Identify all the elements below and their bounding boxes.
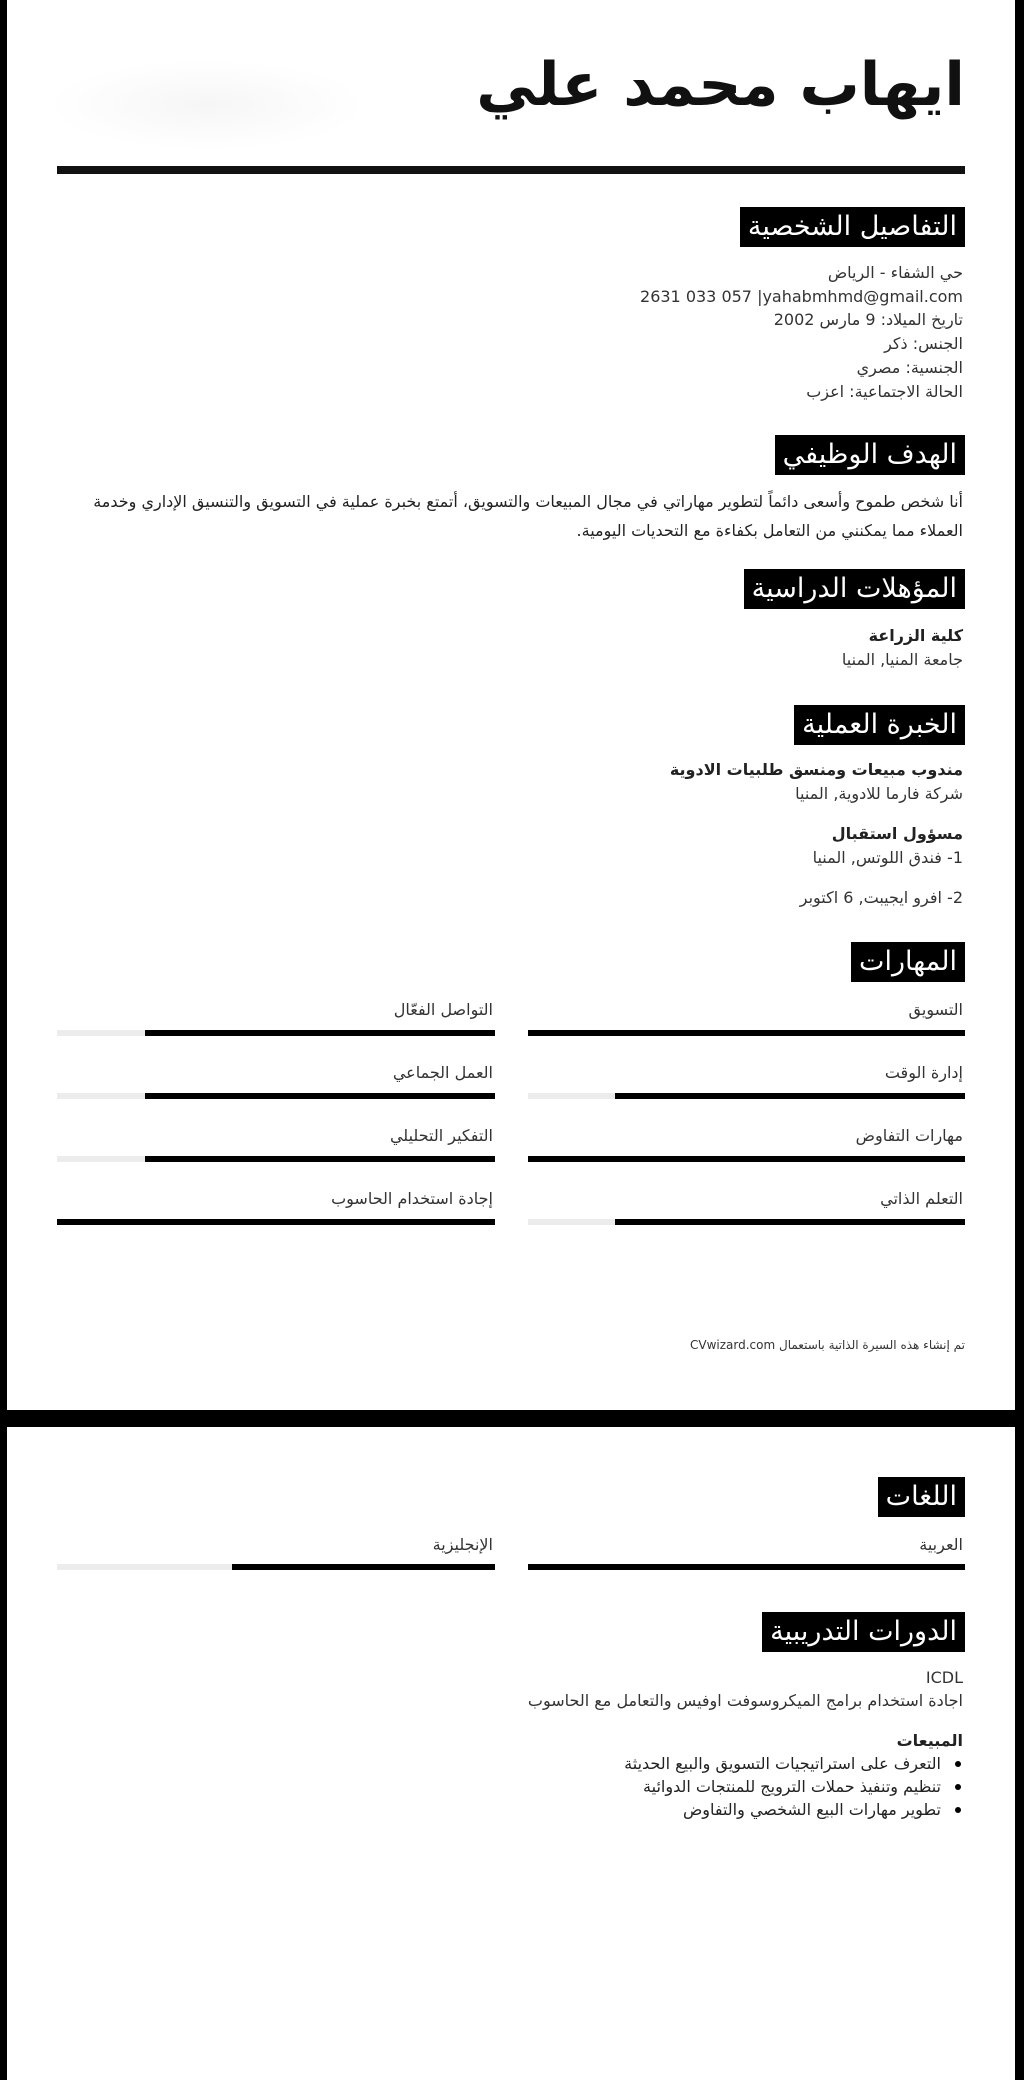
skill-label: إجادة استخدام الحاسوب [331,1189,493,1208]
course-sales-list [624,1752,963,1821]
skill-label: إدارة الوقت [884,1063,963,1082]
skill-bar [528,1030,965,1036]
course-sales-title: المبيعات [896,1731,963,1750]
resume-page-1 [7,0,1015,1410]
gender-text: الجنس: ذكر [884,334,963,353]
contact-text: 2631 033 057 |yahabmhmd@gmail.com [640,287,963,306]
language-label: العربية [919,1535,963,1554]
generator-note: تم إنشاء هذه السيرة الذاتية باستعمال CVwizard.com [690,1338,965,1352]
education-university: جامعة المنيا, المنيا [841,650,963,669]
job1-title: مندوب مبيعات ومنسق طلبيات الادوية [669,760,963,779]
language-label: الإنجليزية [432,1535,493,1554]
language-bar [57,1564,495,1570]
faded-photo-area [47,60,367,150]
skill-bar [528,1219,965,1225]
course-sales-item: التعرف على استراتيجيات التسويق والبيع الحديثة [624,1754,941,1773]
course-sales-item: تنظيم وتنفيذ حملات الترويج للمنتجات الدوائية [624,1775,941,1798]
language-bar-fill [528,1564,965,1570]
section-title-education: المؤهلات الدراسية [744,569,965,609]
skill-bar [57,1030,495,1036]
birth-date-text: تاريخ الميلاد: 9 مارس 2002 [773,310,963,329]
skill-bar-fill [528,1156,965,1162]
skill-label: التفكير التحليلي [389,1126,493,1145]
skill-label: التعلم الذاتي [880,1189,963,1208]
education-faculty: كلية الزراعة [868,626,963,645]
header-divider [57,166,965,174]
section-title-experience: الخبرة العملية [794,705,965,745]
objective-text: أنا شخص طموح وأسعى دائماً لتطوير مهاراتي في مجال المبيعات والتسويق، أتمتع بخبرة عملية في التسويق والتنسيق الإداري وخدمة العملاء مما يمكنني من التعامل بكفاءة مع التحديات اليومية. [93,492,963,540]
job2-place-1: 1- فندق اللوتس, المنيا [812,848,963,867]
skill-bar-fill [145,1030,495,1036]
candidate-name: ايهاب محمد علي [476,50,965,120]
course-icdl-desc: اجادة استخدام برامج الميكروسوفت اوفيس والتعامل مع الحاسوب [527,1691,963,1710]
job1-company: شركة فارما للادوية, المنيا [795,784,963,803]
course-sales-item: تطوير مهارات البيع الشخصي والتفاوض [624,1798,941,1821]
skill-label: مهارات التفاوض [855,1126,963,1145]
skill-bar [57,1219,495,1225]
skill-bar-fill [615,1093,965,1099]
job2-title: مسؤول استقبال [831,824,963,843]
skill-label: التواصل الفعّال [393,1000,493,1019]
job2-place-2: 2- افرو ايجيبت, 6 اكتوبر [799,888,963,907]
skill-bar-fill [145,1156,495,1162]
language-bar-fill [232,1564,495,1570]
language-bar [528,1564,965,1570]
skill-bar-fill [145,1093,495,1099]
course-icdl-title: ICDL [925,1668,963,1687]
section-title-objective: الهدف الوظيفي [775,435,965,475]
skill-label: العمل الجماعي [392,1063,493,1082]
skill-bar-fill [528,1030,965,1036]
skill-bar [57,1093,495,1099]
section-title-personal: التفاصيل الشخصية [740,207,965,247]
skill-label: التسويق [908,1000,963,1019]
skill-bar-fill [57,1219,495,1225]
section-title-languages: اللغات [878,1477,965,1517]
section-title-courses: الدورات التدريبية [762,1612,965,1652]
marital-status-text: الحالة الاجتماعية: اعزب [806,382,963,401]
address-text: حي الشفاء - الرياض [827,263,963,282]
section-title-skills: المهارات [851,942,965,982]
skill-bar [528,1093,965,1099]
skill-bar [57,1156,495,1162]
skill-bar [528,1156,965,1162]
skill-bar-fill [615,1219,965,1225]
nationality-text: الجنسية: مصري [856,358,963,377]
resume-page-2 [7,1427,1015,2080]
